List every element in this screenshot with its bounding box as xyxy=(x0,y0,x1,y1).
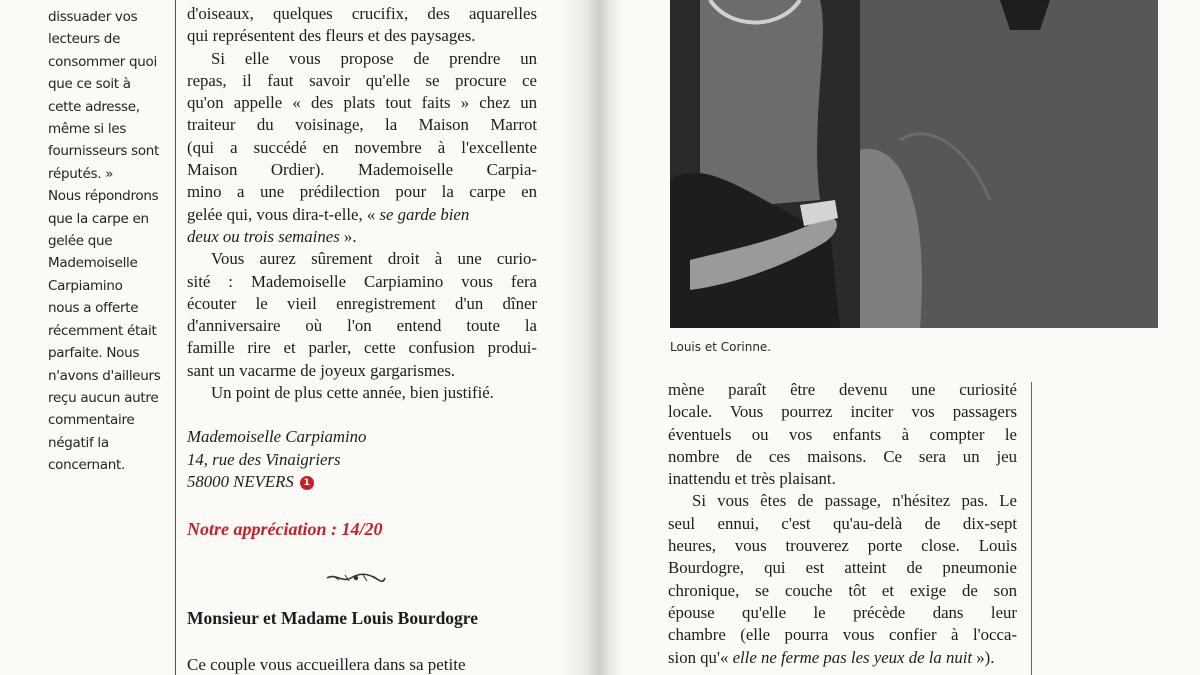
spacer xyxy=(187,404,537,426)
body-line: Maison Ordier). Mademoiselle Carpia- xyxy=(187,160,537,180)
address-street: 14, rue des Vinaigriers xyxy=(187,449,341,469)
body-line: Un point de plus cette année, bien justifié. xyxy=(211,383,494,403)
body-line: traiteur du voisinage, la Maison Marrot xyxy=(187,115,537,135)
side-note-line: gelée que xyxy=(48,233,113,250)
side-note-line: consommer quoi xyxy=(48,53,157,70)
body-text: gelée qui, vous dira-t-elle, « xyxy=(187,204,380,224)
side-note-line: lecteurs de xyxy=(48,31,121,48)
body-line: mène paraît être devenu une curiosité xyxy=(668,380,1017,399)
side-note-line: nous a offerte xyxy=(48,300,139,317)
body-line: Ce couple vous accueillera dans sa petite xyxy=(187,655,466,674)
body-line: inattendu et très plaisant. xyxy=(668,469,836,489)
body-line: Si elle vous propose de prendre un xyxy=(211,48,537,68)
side-note-line: Mademoiselle xyxy=(48,255,138,272)
side-note xyxy=(48,6,160,477)
body-line: d'anniversaire où l'on entend toute la xyxy=(187,316,537,336)
side-note-line: cette adresse, xyxy=(48,98,140,115)
body-line xyxy=(187,226,537,248)
body-line: d'oiseaux, quelques crucifix, des aquarelles xyxy=(187,4,537,23)
body-line: sité : Mademoiselle Carpiamino vous fera xyxy=(187,271,537,291)
side-note-line: fournisseurs sont xyxy=(48,143,160,160)
article-column-left xyxy=(187,3,537,493)
side-note-line: dissuader vos xyxy=(48,9,138,25)
body-line: (qui a succédé en novembre à l'excellente xyxy=(187,137,537,157)
side-note-line: n'avons d'ailleurs xyxy=(48,367,161,384)
body-line xyxy=(668,647,1017,669)
body-line: éventuels ou vos enfants à compter le xyxy=(668,424,1017,444)
body-line: chronique, se couche tôt et exige de son xyxy=(668,580,1017,600)
body-line xyxy=(187,204,537,226)
rating-text: Notre appréciation : 14/20 xyxy=(187,519,383,539)
body-line: mino a une prédilection pour la carpe en xyxy=(187,182,537,202)
body-text: »). xyxy=(972,647,995,667)
body-line: sant un vacarme de joyeux gargarismes. xyxy=(187,360,456,380)
marker-badge: 1 xyxy=(300,476,314,490)
body-line: écouter le vieil enregistrement d'un dîner xyxy=(187,293,537,313)
body-line: Bourdogre, qui est atteint de pneumonie xyxy=(668,558,1017,578)
side-note-line: Carpiamino xyxy=(48,277,123,294)
side-note-line: même si les xyxy=(48,121,127,138)
column-rule xyxy=(175,0,176,675)
body-line: épouse qu'elle le précède dans leur xyxy=(668,602,1017,622)
body-text: sion qu'« xyxy=(668,647,733,667)
body-text: ». xyxy=(339,226,357,246)
body-line: heures, vous trouverez porte close. Louis xyxy=(668,536,1017,556)
photo-caption: Louis et Corinne. xyxy=(670,340,772,354)
address-name: Mademoiselle Carpiamino xyxy=(187,427,367,447)
body-line: qu'on appelle « des plats tout faits » chez un xyxy=(187,93,537,113)
body-line: qui représentent des fleurs et des paysages. xyxy=(187,26,476,46)
article-column-right xyxy=(668,379,1017,669)
quote-italic: deux ou trois semaines xyxy=(187,226,340,246)
column-rule xyxy=(1031,382,1032,675)
body-line: Si vous êtes de passage, n'hésitez pas. Le xyxy=(692,491,1017,511)
section-heading: Monsieur et Madame Louis Bourdogre xyxy=(187,608,479,628)
quote-italic: elle ne ferme pas les yeux de la nuit xyxy=(732,647,973,667)
body-line: repas, il faut savoir qu'elle se procure ce xyxy=(187,70,537,90)
couple-photo xyxy=(670,0,1158,328)
side-note-line: que ce soit à xyxy=(48,76,131,93)
side-note-line: reçu aucun autre xyxy=(48,389,159,406)
side-note-line: réputés. » xyxy=(48,165,114,182)
address-city xyxy=(187,471,537,493)
side-note-line: commentaire xyxy=(48,412,135,429)
body-line: seul ennui, c'est qu'au-delà de dix-sept xyxy=(668,513,1017,533)
side-note-line: Nous répondrons xyxy=(48,188,159,205)
body-line: famille rire et parler, cette confusion produi- xyxy=(187,338,537,358)
side-note-line: que la carpe en xyxy=(48,210,149,227)
body-line: nombre de ces maisons. Ce sera un jeu xyxy=(668,446,1017,466)
book-gutter xyxy=(560,0,624,675)
body-line: chambre (elle pourra vous confier à l'occa- xyxy=(668,625,1017,645)
body-line: Vous aurez sûrement droit à une curio- xyxy=(211,249,537,269)
side-note-line: concernant. xyxy=(48,457,125,474)
ornament-divider-icon xyxy=(325,572,387,584)
quote-italic: se garde bien xyxy=(379,204,470,224)
side-note-line: parfaite. Nous xyxy=(48,345,140,362)
address-city-text: 58000 NEVERS xyxy=(187,471,294,491)
body-line: locale. Vous pourrez inciter vos passagers xyxy=(668,402,1017,422)
side-note-line: négatif la xyxy=(48,434,109,451)
side-note-line: récemment était xyxy=(48,322,157,339)
